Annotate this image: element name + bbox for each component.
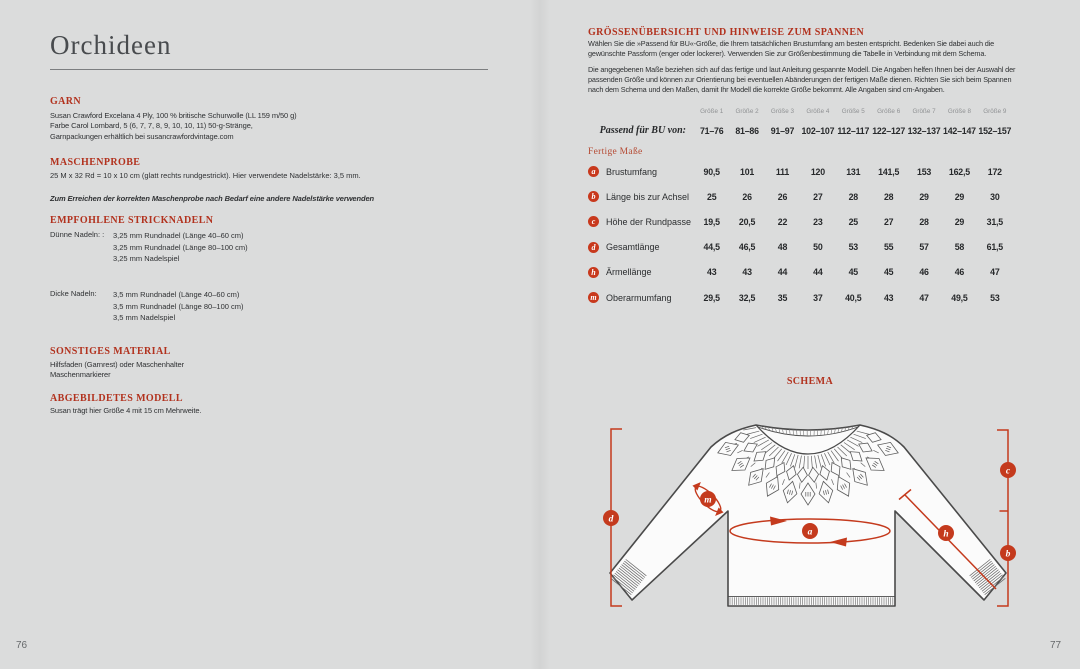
section-heading-nadeln: EMPFOHLENE STRICKNADELN <box>50 215 214 226</box>
garn-line: Garnpackungen erhältlich bei susancrawfordvintage.com <box>50 131 234 141</box>
svg-text:b: b <box>1005 549 1011 560</box>
measure-value: 26 <box>777 191 788 202</box>
bu-value: 142–147 <box>943 125 976 136</box>
measure-value: 29 <box>919 191 929 202</box>
garn-line: Farbe Carol Lombard, 5 (6, 7, 7, 8, 9, 10, 10, 11) 50-g-Stränge, <box>50 121 253 131</box>
sweater-outline <box>610 425 1006 606</box>
measure-value: 141,5 <box>878 166 900 177</box>
svg-text:m: m <box>704 495 712 506</box>
size-header-row <box>588 108 1013 115</box>
needle-group-thick <box>50 289 244 324</box>
measure-label-cell <box>588 242 694 253</box>
measure-key-badge: m <box>588 292 599 303</box>
needle-item: 3,5 mm Nadelspiel <box>113 313 176 323</box>
measure-label-cell <box>588 191 694 202</box>
measure-label: Höhe der Rundpasse <box>606 216 692 227</box>
schema-marker-d <box>603 510 619 526</box>
measure-value: 30 <box>990 191 1000 202</box>
measure-value: 50 <box>813 242 823 253</box>
measure-value: 111 <box>775 166 790 177</box>
material-line: Maschenmarkierer <box>50 370 111 380</box>
needle-group-items <box>113 230 248 265</box>
measure-value: 90,5 <box>703 166 720 177</box>
measure-value: 55 <box>883 242 894 253</box>
title-rule <box>50 69 488 70</box>
measure-label-cell <box>588 292 694 303</box>
table-section-label: Fertige Maße <box>588 147 643 157</box>
measure-value: 43 <box>707 267 717 278</box>
bu-value: 91–97 <box>770 125 795 136</box>
needle-item: 3,5 mm Rundnadel (Länge 80–100 cm) <box>113 301 244 311</box>
section-heading-groessen: GRÖSSENÜBERSICHT UND HINWEISE ZUM SPANNEN <box>588 27 865 38</box>
page-gutter <box>530 0 550 669</box>
measure-value: 153 <box>917 166 932 177</box>
measure-value: 45 <box>848 267 858 278</box>
measure-value: 162,5 <box>948 166 970 177</box>
measure-value: 46 <box>919 267 929 278</box>
schema-marker-h <box>938 525 954 541</box>
needle-group-label: Dicke Nadeln: <box>50 289 97 298</box>
measure-value: 46 <box>954 267 965 278</box>
svg-text:a: a <box>807 527 813 538</box>
size-column-header: Größe 4 <box>806 108 830 115</box>
measure-value: 29,5 <box>703 292 720 303</box>
measure-value: 43 <box>883 292 894 303</box>
measure-row <box>588 235 1013 260</box>
measure-value: 32,5 <box>738 292 756 303</box>
size-column-header: Größe 5 <box>841 108 865 115</box>
measure-value: 25 <box>848 216 858 227</box>
measure-value: 40,5 <box>845 292 862 303</box>
measure-label: Ärmellänge <box>606 267 652 278</box>
measure-label: Länge bis zur Achsel <box>606 191 690 202</box>
intro-paragraph-1: Wählen Sie die »Passend für BU«-Größe, die Ihrem tatsächlichen Brustumfang am besten entspricht. Bedenken Sie dabei auch die gewünschte Passform (enger oder lockerer). Verwenden Sie zur Größenbestimmung die Tabelle in Verbindung mit dem Schema. <box>588 39 995 59</box>
schema-marker-a <box>802 523 818 539</box>
size-column-header: Größe 8 <box>947 108 971 115</box>
bu-value: 132–137 <box>907 125 941 136</box>
measure-value: 28 <box>883 191 894 202</box>
measure-label-cell <box>588 166 694 177</box>
measure-value: 35 <box>777 292 788 303</box>
measure-value: 28 <box>919 216 929 227</box>
measure-value: 44,5 <box>703 242 720 253</box>
measure-label-cell <box>588 216 694 227</box>
measure-value: 31,5 <box>986 216 1003 227</box>
measure-value: 101 <box>740 166 755 177</box>
needle-group-thin <box>50 230 248 265</box>
measure-value: 27 <box>813 191 823 202</box>
measure-value: 61,5 <box>986 242 1003 253</box>
intro-paragraph-2: Die angegebenen Maße beziehen sich auf das fertige und laut Anleitung gespannte Modell. Die Angaben helfen Ihnen bei der Auswahl der passenden Größe und können zur Orientierung bei eventuellen Abänderungen der fertigen Maße dienen. Richten Sie sich beim Spannen nach dem Schema und den Maßen, damit Ihr Modell die korrekte Größe bekommt. Alle Angaben sind cm-Angaben. <box>588 64 1016 95</box>
bu-value: 112–117 <box>837 125 870 136</box>
measure-value: 49,5 <box>951 292 968 303</box>
material-line: Hilfsfaden (Garnrest) oder Maschenhalter <box>50 360 184 369</box>
section-heading-material: SONSTIGES MATERIAL <box>50 346 171 357</box>
page-number-left: 76 <box>16 640 28 651</box>
measure-value: 44 <box>777 267 788 278</box>
size-column-header: Größe 6 <box>877 108 901 115</box>
measure-value: 22 <box>777 216 788 227</box>
schema-marker-m <box>700 491 716 507</box>
gauge-note: Zum Erreichen der korrekten Maschenprobe nach Bedarf eine andere Nadelstärke verwenden <box>50 193 375 203</box>
measure-value: 57 <box>919 242 929 253</box>
measure-label: Gesamtlänge <box>606 242 660 253</box>
measure-value: 37 <box>813 292 823 303</box>
section-heading-maschenprobe: MASCHENPROBE <box>50 157 141 168</box>
measure-value: 53 <box>848 242 858 253</box>
measure-value: 29 <box>954 216 965 227</box>
measure-value: 19,5 <box>703 216 720 227</box>
schema-marker-c <box>1000 462 1016 478</box>
page-number-right: 77 <box>1050 640 1062 651</box>
measure-value: 45 <box>883 267 894 278</box>
svg-text:d: d <box>608 514 614 525</box>
bu-row <box>588 122 1013 139</box>
bu-value: 102–107 <box>801 125 835 136</box>
measure-value: 43 <box>742 267 752 278</box>
size-column-header: Größe 7 <box>912 108 936 115</box>
gauge-text: 25 M x 32 Rd = 10 x 10 cm (glatt rechts rundgestrickt). Hier verwendete Nadelstärke: 3,5 mm. <box>50 171 361 180</box>
measure-value: 46,5 <box>738 242 756 253</box>
garn-text <box>50 111 297 142</box>
measure-table <box>588 159 1013 310</box>
size-column-header: Größe 9 <box>983 108 1007 115</box>
svg-text:c: c <box>1005 466 1011 477</box>
svg-text:h: h <box>943 529 949 540</box>
measure-value: 26 <box>742 191 752 202</box>
schema-marker-b <box>1000 545 1016 561</box>
measure-row <box>588 209 1013 234</box>
page-title: Orchideen <box>50 30 172 60</box>
material-text <box>50 360 184 381</box>
section-heading-modell: ABGEBILDETES MODELL <box>50 393 183 404</box>
bu-value: 152–157 <box>978 125 1012 136</box>
needle-group-label: Dünne Nadeln: : <box>50 230 105 239</box>
measure-key-badge: a <box>588 166 599 177</box>
needle-item: 3,25 mm Nadelspiel <box>113 254 180 264</box>
bu-row-label: Passend für BU von: <box>599 125 686 136</box>
measure-row <box>588 260 1013 285</box>
garn-line: Susan Crawford Excelana 4 Ply, 100 % britische Schurwolle (LL 159 m/50 g) <box>50 111 297 120</box>
measure-label: Brustumfang <box>606 166 658 177</box>
measure-value: 120 <box>810 166 825 177</box>
measure-value: 131 <box>846 166 861 177</box>
bu-value: 81–86 <box>735 125 759 136</box>
measure-value: 53 <box>990 292 1000 303</box>
measure-key-badge: b <box>588 191 599 202</box>
measure-value: 172 <box>987 166 1002 177</box>
measure-row <box>588 285 1013 310</box>
measure-value: 47 <box>990 267 1000 278</box>
measure-value: 25 <box>707 191 717 202</box>
bu-value: 71–76 <box>699 125 724 136</box>
schema-title: SCHEMA <box>786 376 834 387</box>
size-column-header: Größe 1 <box>700 108 724 115</box>
measure-value: 29 <box>954 191 965 202</box>
bu-value: 122–127 <box>872 125 906 136</box>
measure-value: 48 <box>777 242 788 253</box>
needle-item: 3,25 mm Rundnadel (Länge 80–100 cm) <box>113 242 248 252</box>
size-column-header: Größe 3 <box>770 108 795 115</box>
section-heading-garn: GARN <box>50 96 82 107</box>
schema-drawing <box>580 368 1040 668</box>
measure-key-badge: c <box>588 216 599 227</box>
needle-group-items <box>113 289 244 324</box>
needle-item: 3,5 mm Rundnadel (Länge 40–60 cm) <box>113 290 240 299</box>
measure-value: 28 <box>848 191 858 202</box>
measure-row <box>588 184 1013 209</box>
needle-item: 3,25 mm Rundnadel (Länge 40–60 cm) <box>113 231 244 240</box>
measure-row <box>588 159 1013 184</box>
measure-value: 20,5 <box>738 216 756 227</box>
measure-value: 58 <box>954 242 965 253</box>
size-column-header: Größe 2 <box>735 108 759 115</box>
measure-value: 23 <box>813 216 823 227</box>
measure-value: 44 <box>813 267 823 278</box>
measure-value: 47 <box>919 292 929 303</box>
measure-label: Oberarmumfang <box>606 292 672 303</box>
measure-label-cell <box>588 267 694 278</box>
measure-key-badge: d <box>588 242 599 253</box>
model-text <box>50 406 201 416</box>
model-line: Susan trägt hier Größe 4 mit 15 cm Mehrweite. <box>50 406 202 415</box>
measure-value: 27 <box>883 216 894 227</box>
measure-key-badge: h <box>588 267 599 278</box>
